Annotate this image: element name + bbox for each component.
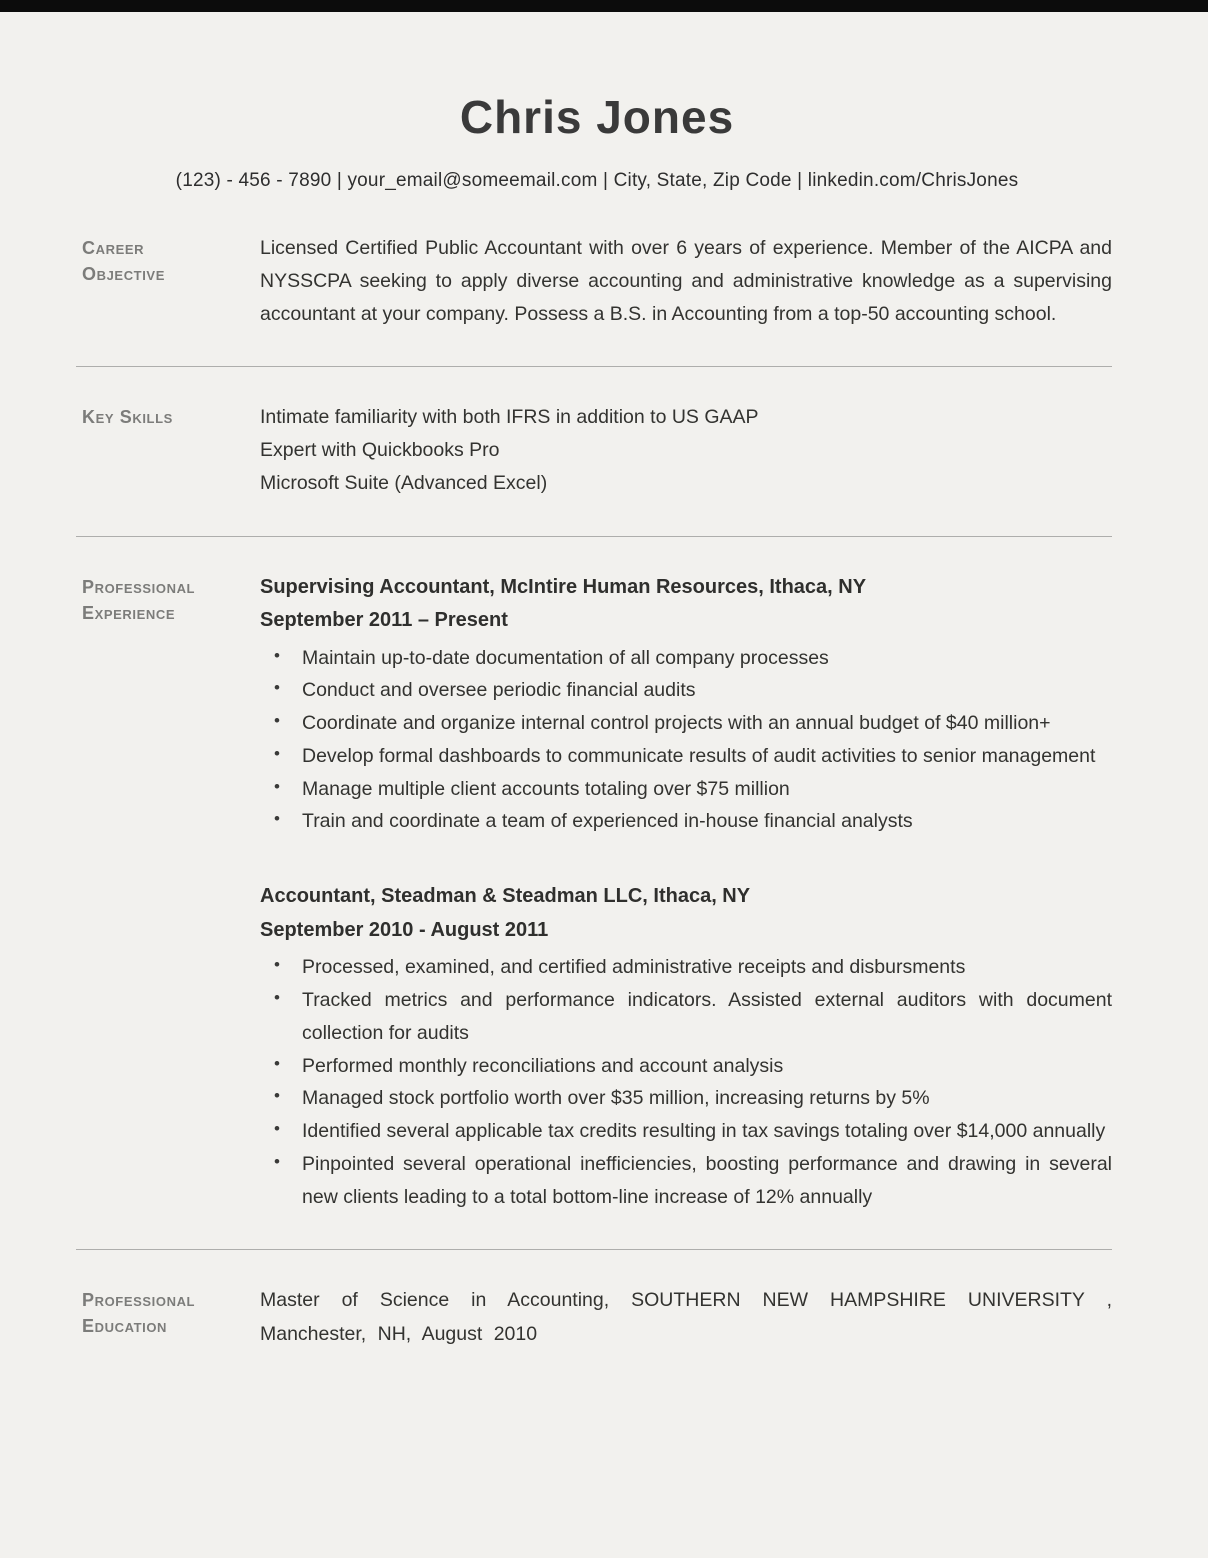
job-dates: September 2011 – Present <box>260 609 508 632</box>
job-bullet: • Manage multiple client accounts totaling over $75 million <box>260 773 1112 806</box>
label-line-2: Education <box>82 1316 168 1337</box>
job-title: Supervising Accountant, McIntire Human Resources, Ithaca, NY <box>260 575 867 598</box>
job-bullet: • Performed monthly reconciliations and account analysis <box>260 1050 1112 1083</box>
skill-item: Microsoft Suite (Advanced Excel) <box>260 471 548 494</box>
job-bullet-list <box>260 951 1112 1213</box>
section-career-objective <box>82 232 1112 330</box>
label-line-2: Experience <box>82 602 176 623</box>
professional-experience-label <box>82 571 260 626</box>
key-skills-label <box>82 401 260 430</box>
job-bullet: • Identified several applicable tax credits resulting in tax savings totaling over $14,000 annually <box>260 1115 1112 1148</box>
job-entry <box>260 880 1112 1213</box>
scan-top-edge <box>0 0 1208 12</box>
label-line-1: Key Skills <box>82 407 173 428</box>
career-objective-label <box>82 232 260 287</box>
skill-item: Expert with Quickbooks Pro <box>260 439 500 461</box>
label-line-1: Professional <box>82 1290 196 1311</box>
section-divider-3 <box>76 1249 1112 1250</box>
key-skills-list <box>260 401 1112 499</box>
contact-line: (123) - 456 - 7890 | your_email@someemail.com | City, State, Zip Code | linkedin.com/ChrisJones <box>175 170 1019 191</box>
professional-education-label <box>82 1284 260 1339</box>
label-line-1: Professional <box>82 576 196 597</box>
job-bullet: • Develop formal dashboards to communicate results of audit activities to senior management <box>260 740 1112 773</box>
resume-body <box>0 90 1208 1351</box>
skill-item: Intimate familiarity with both IFRS in addition to US GAAP <box>260 406 759 429</box>
candidate-name: Chris Jones <box>459 91 735 143</box>
job-bullet: • Maintain up-to-date documentation of all company processes <box>260 642 1112 675</box>
job-bullet: • Coordinate and organize internal control projects with an annual budget of $40 million+ <box>260 707 1112 740</box>
job-bullet: • Managed stock portfolio worth over $35 million, increasing returns by 5% <box>260 1082 1112 1115</box>
section-divider-1 <box>76 366 1112 367</box>
job-bullet: • Conduct and oversee periodic financial audits <box>260 674 1112 707</box>
job-bullet: • Processed, examined, and certified administrative receipts and disbursments <box>260 951 1112 984</box>
career-objective-text: Licensed Certified Public Accountant with over 6 years of experience. Member of the AICPA and NYSSCPA seeking to apply diverse accounting and administrative knowledge as a supervising accountant at your company. Possess a B.S. in Accounting from a top-50 accounting school. <box>260 237 1112 325</box>
job-entry <box>260 571 1112 839</box>
section-professional-education <box>82 1284 1112 1350</box>
job-bullet-list <box>260 642 1112 839</box>
label-line-1: Career <box>82 238 145 258</box>
section-professional-experience <box>82 571 1112 1214</box>
job-bullet: • Tracked metrics and performance indicators. Assisted external auditors with document collection for audits <box>260 984 1112 1050</box>
label-line-2: Objective <box>82 264 165 285</box>
job-title: Accountant, Steadman & Steadman LLC, Ithaca, NY <box>260 885 751 908</box>
job-bullet: • Train and coordinate a team of experienced in-house financial analysts <box>260 805 1112 838</box>
job-dates: September 2010 - August 2011 <box>260 918 549 941</box>
education-text: Master of Science in Accounting, SOUTHERN NEW HAMPSHIRE UNIVERSITY , Manchester, NH, August 2010 <box>260 1289 1112 1345</box>
section-divider-2 <box>76 536 1112 537</box>
experience-content <box>260 571 1112 1214</box>
section-key-skills <box>82 401 1112 499</box>
job-bullet: • Pinpointed several operational inefficiencies, boosting performance and drawing in several new clients leading to a total bottom-line increase of 12% annually <box>260 1148 1112 1214</box>
